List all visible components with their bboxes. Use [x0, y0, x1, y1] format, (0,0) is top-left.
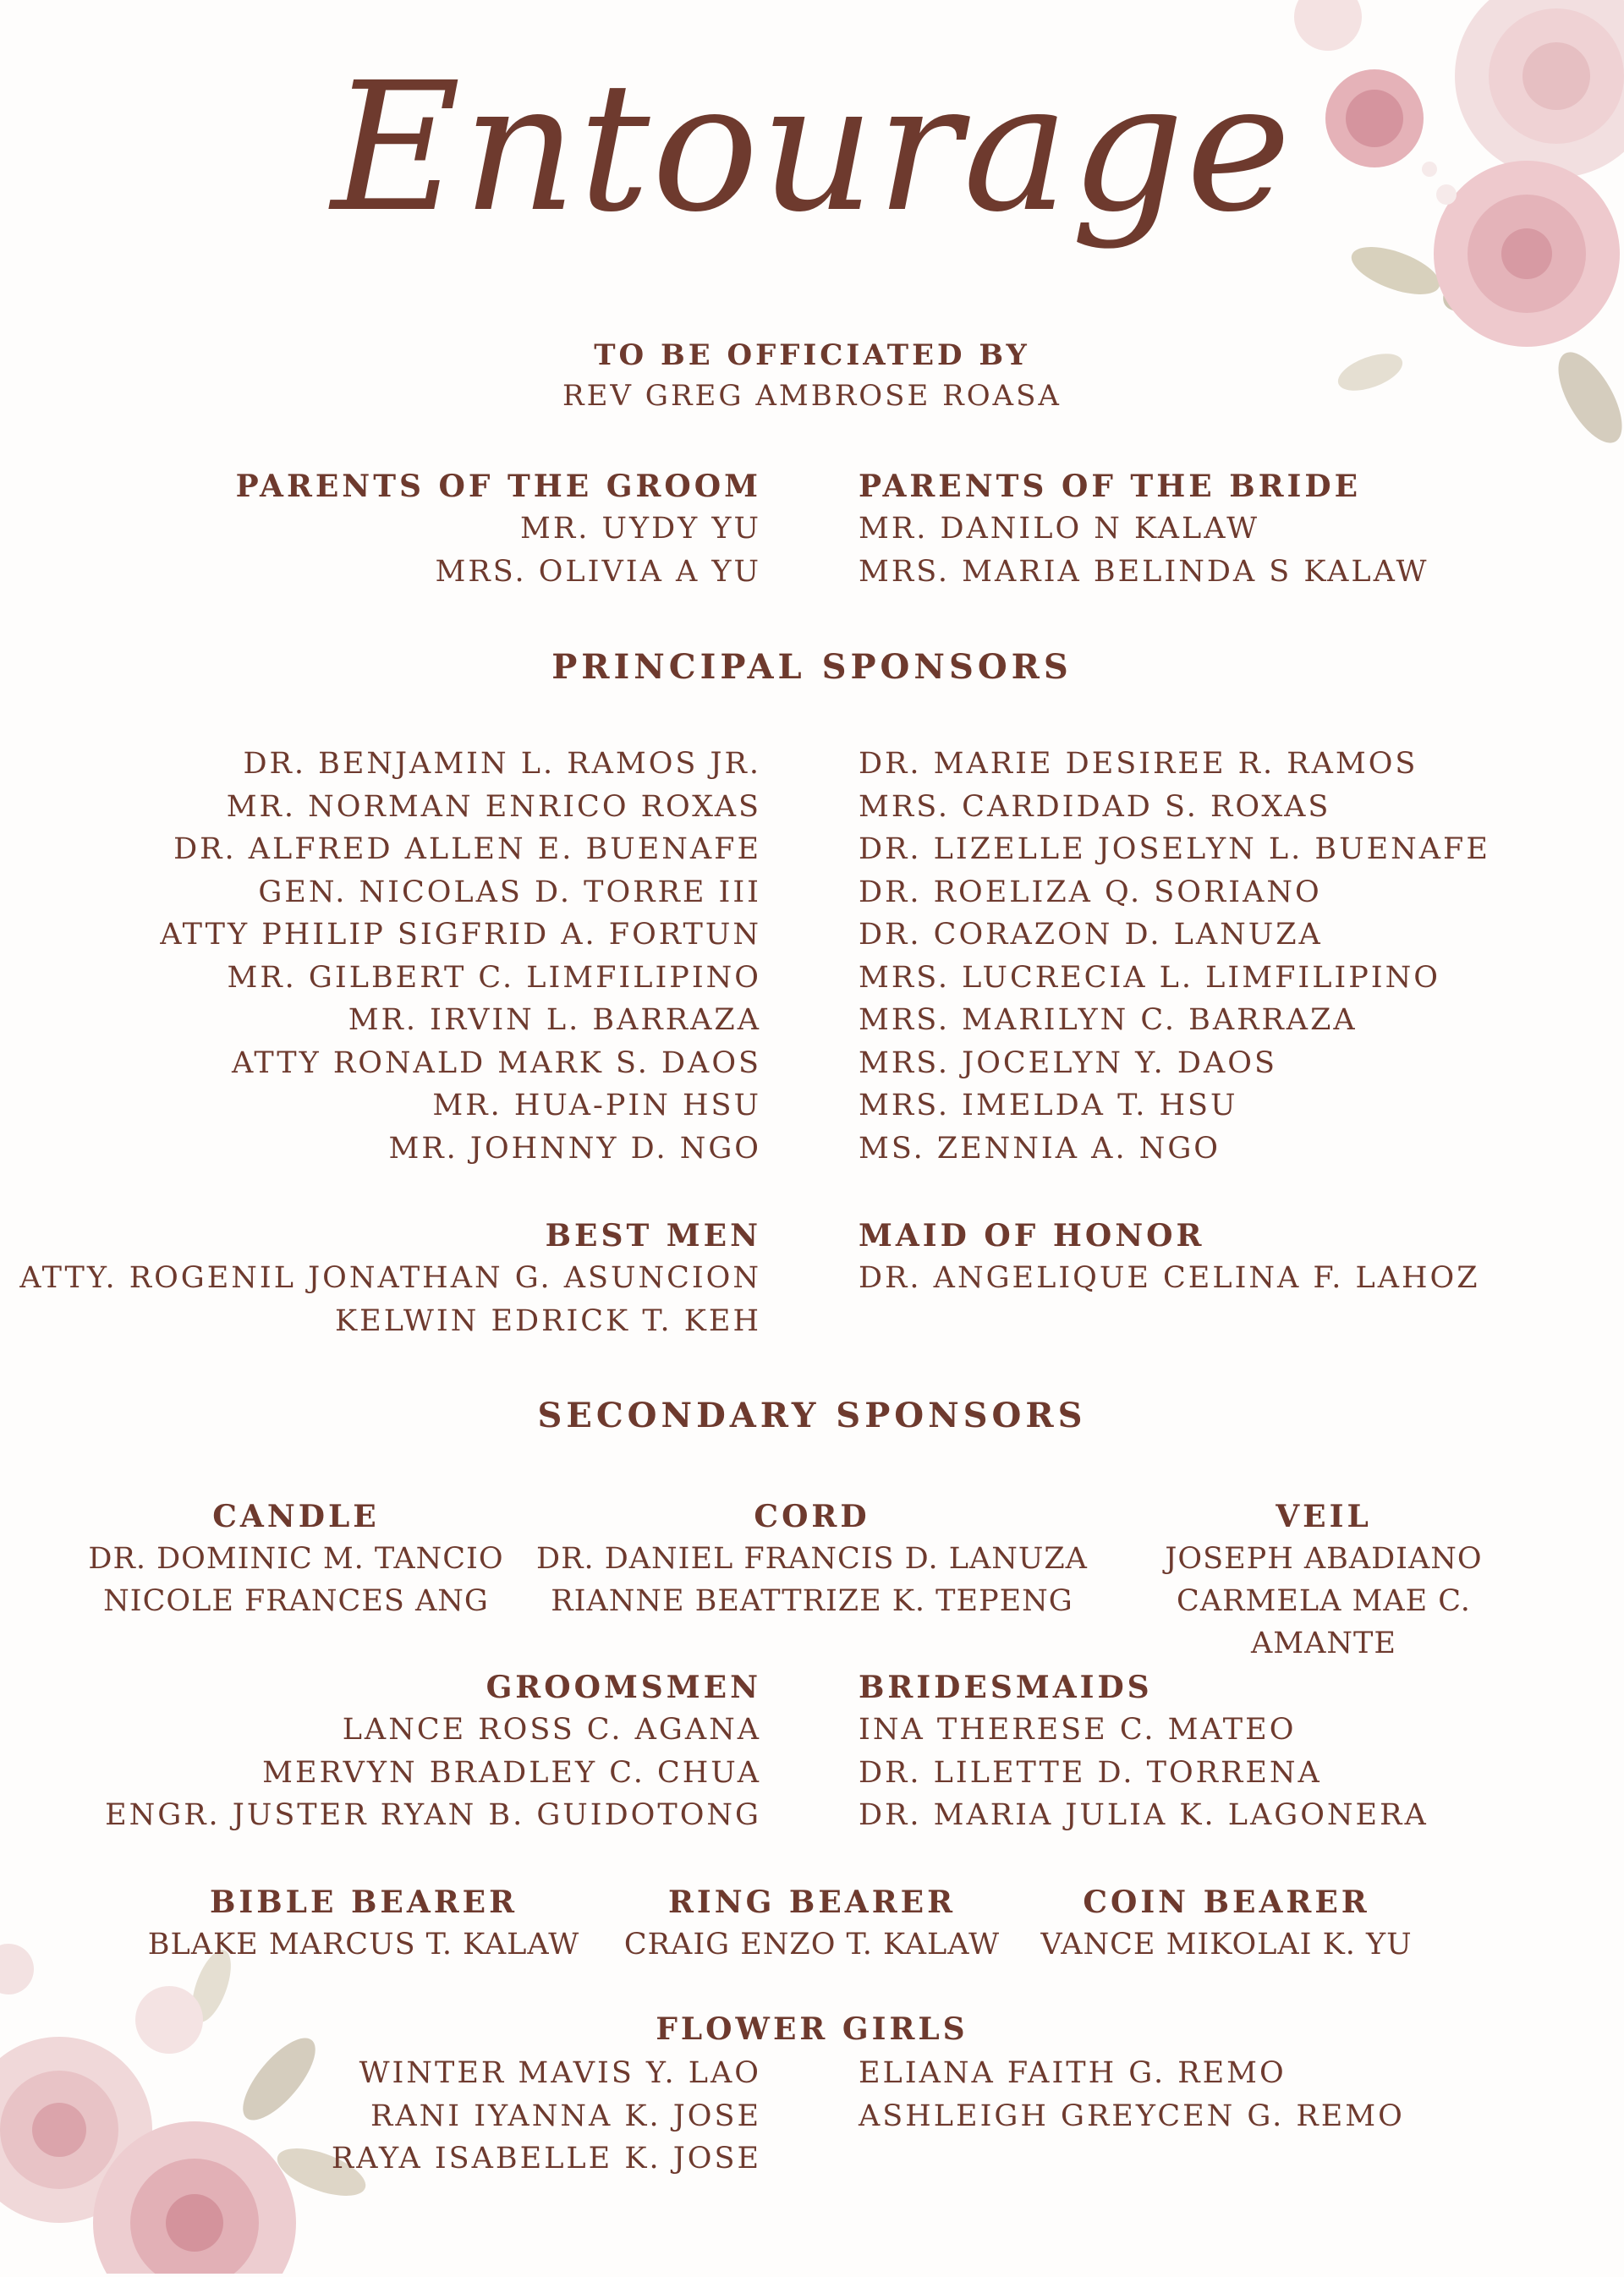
sponsor-name: MR. JOHNNY D. NGO [388, 1131, 761, 1166]
secondary-sponsors-heading: SECONDARY SPONSORS [537, 1396, 1087, 1435]
veil-heading: VEIL [1276, 1499, 1372, 1534]
groomsman-name: MERVYN BRADLEY C. CHUA [262, 1755, 761, 1790]
flower-girls-left [332, 2052, 761, 2181]
secondary-sponsors-section [0, 1396, 1624, 1435]
parent-name: MRS. OLIVIA A YU [435, 554, 761, 589]
parents-bride-heading: PARENTS OF THE BRIDE [859, 469, 1362, 504]
bridesmaids-section [859, 1666, 1429, 1837]
groomsmen-section [105, 1666, 761, 1837]
bridesmaid-name: INA THERESE C. MATEO [859, 1713, 1297, 1747]
sponsor-name: MR. GILBERT C. LIMFILIPINO [227, 960, 761, 995]
coin-bearer-name: VANCE MIKOLAI K. YU [1040, 1928, 1413, 1962]
page-title: Entourage [331, 44, 1293, 251]
parents-of-groom [236, 465, 761, 593]
principal-sponsors-left [160, 743, 761, 1170]
parents-of-bride [859, 465, 1429, 593]
maid-of-honor-section [859, 1215, 1480, 1300]
flower-girl-name: ELIANA FAITH G. REMO [859, 2056, 1287, 2090]
bridesmaid-name: DR. LILETTE D. TORRENA [859, 1755, 1322, 1790]
candle-name: DR. DOMINIC M. TANCIO [88, 1542, 504, 1576]
best-man-name: KELWIN EDRICK T. KEH [335, 1303, 761, 1338]
sponsor-name: ATTY PHILIP SIGFRID A. FORTUN [160, 918, 761, 952]
cord-name: DR. DANIEL FRANCIS D. LANUZA [536, 1542, 1088, 1576]
sponsor-name: MR. IRVIN L. BARRAZA [348, 1003, 761, 1037]
ring-bearer-name: CRAIG ENZO T. KALAW [623, 1928, 1001, 1962]
sponsor-name: MS. ZENNIA A. NGO [859, 1131, 1221, 1166]
sponsor-name: DR. ROELIZA Q. SORIANO [859, 875, 1322, 909]
flower-girl-name: ASHLEIGH GREYCEN G. REMO [859, 2099, 1405, 2133]
veil-name: CARMELA MAE C. AMANTE [1177, 1584, 1471, 1660]
groomsmen-heading: GROOMSMEN [486, 1670, 761, 1705]
bottom-left-floral-icon [0, 1918, 372, 2274]
best-men-heading: BEST MEN [545, 1218, 761, 1254]
officiant-section [0, 338, 1624, 413]
parent-name: MRS. MARIA BELINDA S KALAW [859, 554, 1429, 589]
candle-name: NICOLE FRANCES ANG [103, 1584, 489, 1618]
officiant-heading: TO BE OFFICIATED BY [594, 338, 1030, 372]
parent-name: MR. UYDY YU [520, 512, 761, 546]
sponsor-name: MRS. MARILYN C. BARRAZA [859, 1003, 1358, 1037]
groomsman-name: LANCE ROSS C. AGANA [342, 1713, 761, 1747]
sponsor-name: MRS. IMELDA T. HSU [859, 1089, 1238, 1122]
sponsor-name: MRS. CARDIDAD S. ROXAS [859, 789, 1331, 824]
cord-heading: CORD [754, 1499, 870, 1534]
flower-girls-section [0, 2011, 1624, 2047]
sponsor-name: MR. HUA-PIN HSU [432, 1089, 761, 1122]
sponsor-name: DR. ALFRED ALLEN E. BUENAFE [173, 832, 761, 866]
flower-girl-name: WINTER MAVIS Y. LAO [359, 2056, 761, 2090]
sponsor-name: DR. LIZELLE JOSELYN L. BUENAFE [859, 832, 1490, 866]
parents-groom-heading: PARENTS OF THE GROOM [235, 469, 761, 504]
ring-bearer-heading: RING BEARER [667, 1885, 956, 1920]
sponsor-name: MRS. LUCRECIA L. LIMFILIPINO [859, 960, 1440, 995]
maid-of-honor-name: DR. ANGELIQUE CELINA F. LAHOZ [859, 1261, 1480, 1295]
principal-sponsors-heading: PRINCIPAL SPONSORS [551, 647, 1073, 687]
veil-section [1100, 1495, 1548, 1665]
officiant-name: REV GREG AMBROSE ROASA [562, 379, 1062, 413]
parent-name: MR. DANILO N KALAW [859, 512, 1260, 546]
sponsor-name: MRS. JOCELYN Y. DAOS [859, 1045, 1277, 1080]
bible-bearer-name: BLAKE MARCUS T. KALAW [147, 1928, 580, 1962]
cord-section [533, 1495, 1091, 1622]
coin-bearer-heading: COIN BEARER [1083, 1885, 1370, 1920]
principal-sponsors-right [859, 743, 1490, 1170]
flower-girl-name: RAYA ISABELLE K. JOSE [331, 2142, 761, 2175]
best-man-name: ATTY. ROGENIL JONATHAN G. ASUNCION [19, 1261, 761, 1295]
sponsor-name: GEN. NICOLAS D. TORRE III [258, 875, 761, 909]
bridesmaids-heading: BRIDESMAIDS [859, 1670, 1153, 1705]
best-men-section [19, 1215, 761, 1342]
sponsor-name: DR. BENJAMIN L. RAMOS JR. [243, 747, 761, 781]
sponsor-name: MR. NORMAN ENRICO ROXAS [226, 789, 761, 824]
bible-bearer-heading: BIBLE BEARER [209, 1885, 518, 1920]
cord-name: RIANNE BEATTRIZE K. TEPENG [551, 1584, 1073, 1618]
maid-of-honor-heading: MAID OF HONOR [859, 1218, 1205, 1254]
flower-girls-right [859, 2052, 1405, 2137]
groomsman-name: ENGR. JUSTER RYAN B. GUIDOTONG [105, 1798, 761, 1832]
ring-bearer-section [601, 1881, 1023, 1966]
candle-heading: CANDLE [212, 1499, 380, 1534]
flower-girls-heading: FLOWER GIRLS [656, 2011, 968, 2047]
bible-bearer-section [127, 1881, 601, 1966]
flower-girl-name: RANI IYANNA K. JOSE [370, 2099, 761, 2133]
principal-sponsors-section [0, 647, 1624, 687]
sponsor-name: ATTY RONALD MARK S. DAOS [231, 1045, 761, 1080]
veil-name: JOSEPH ABADIANO [1165, 1542, 1483, 1576]
sponsor-name: DR. CORAZON D. LANUZA [859, 918, 1323, 952]
coin-bearer-section [1023, 1881, 1429, 1966]
candle-section [76, 1495, 516, 1622]
sponsor-name: DR. MARIE DESIREE R. RAMOS [859, 747, 1418, 781]
bridesmaid-name: DR. MARIA JULIA K. LAGONERA [859, 1798, 1429, 1832]
